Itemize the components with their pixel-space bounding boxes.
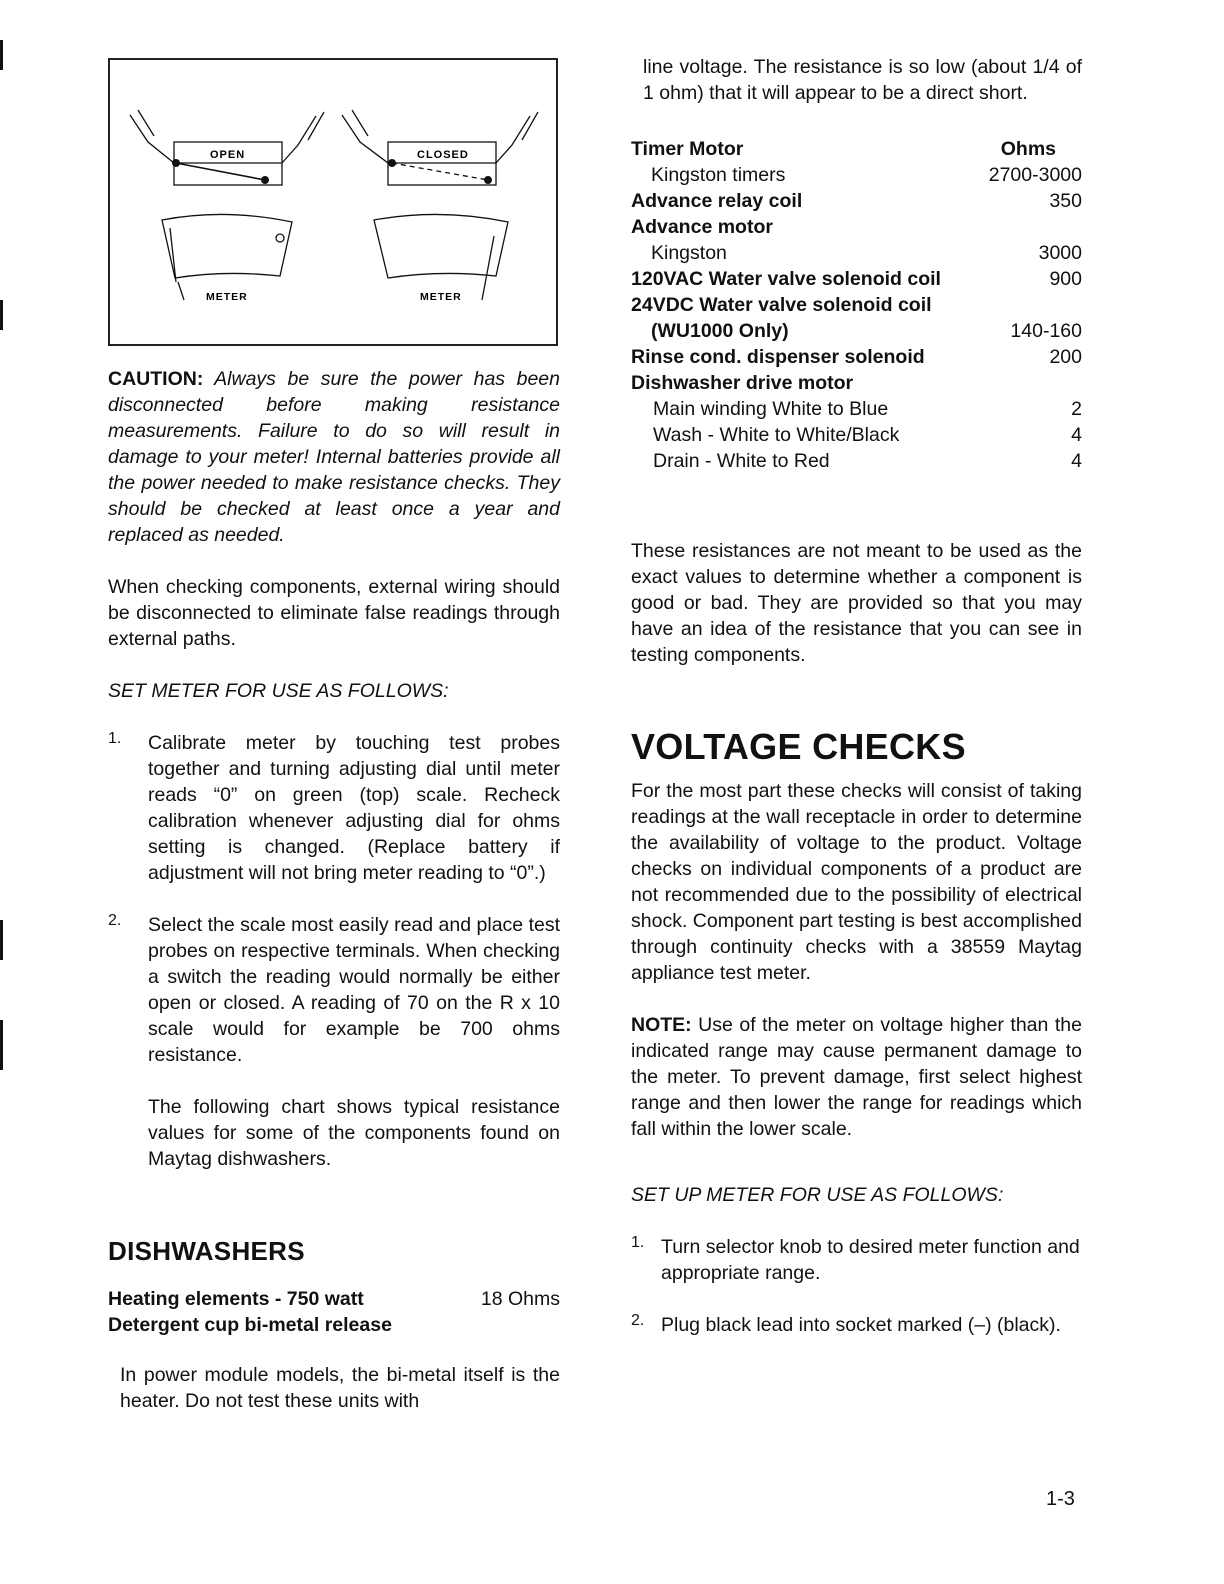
open-label: OPEN [210,149,246,161]
scan-edge-mark [0,1020,3,1070]
meter-switch-figure [108,58,558,346]
heating-label: Heating elements - 750 watt [108,1288,364,1310]
table-row: Main winding White to Blue 2 [653,398,1082,420]
resistance-table [631,136,1082,474]
voltage-checks-heading: VOLTAGE CHECKS [631,726,966,767]
left-column [108,58,560,1414]
step-number: 2. [108,912,122,929]
dishwashers-heading: DISHWASHERS [108,1236,305,1266]
external-wiring-paragraph: When checking components, external wiring should be disconnected to eliminate false readings through external paths. [108,576,560,650]
meter-label-left: METER [206,291,248,303]
continued-paragraph: line voltage. The resistance is so low (about 1/4 of 1 ohm) that it will appear to be a direct short. [643,56,1082,104]
closed-label: CLOSED [417,149,469,161]
resistances-note: These resistances are not meant to be used as the exact values to determine whether a component is good or bad. They are provided so that you may have an idea of the resistance that you can see in testing components. [631,540,1082,666]
step-text: Plug black lead into socket marked (–) (black). [661,1314,1061,1336]
voltage-paragraph: For the most part these checks will consist of taking readings at the wall receptacle in order to determine the availability of voltage to the product. Voltage checks on individual components of a product are not recommended due to the possibility of electrical shock. Component part testing is best accomplished through continuity checks with a 38559 Maytag appliance test meter. [631,780,1082,984]
detergent-label: Detergent cup bi-metal release [108,1314,392,1336]
list-item [631,1312,1082,1338]
list-item [108,912,560,1172]
table-row: Rinse cond. dispenser solenoid 200 [631,346,1082,368]
detergent-cup-row [108,1312,560,1338]
caution-text: Always be sure the power has been disconnected before making resistance measurements. Failure to do so will result in damage to your meter! Internal batteries provide all the power needed to make resistance checks. They should be checked at least once a year and replaced as needed. [108,368,560,546]
step-text: Select the scale most easily read and place test probes on respective terminals. When checking a switch the reading would normally be either open or closed. A reading of 70 on the R x 10 scale would for example be 700 ohms resistance. [148,914,560,1066]
set-up-meter-heading: SET UP METER FOR USE AS FOLLOWS: [631,1184,1004,1206]
table-row: 24VDC Water valve solenoid coil [631,294,932,316]
step-text: Calibrate meter by touching test probes together and turning adjusting dial until meter reads “0” on green (top) scale. Recheck calibration whenever adjusting dial for ohms setting is changed. (Replace battery if adjustment will not bring meter reading to “0”.) [148,732,560,884]
chart-note: The following chart shows typical resistance values for some of the components found on Maytag dishwashers. [148,1096,560,1170]
step-number: 1. [108,730,122,747]
note-label: NOTE: [631,1014,692,1036]
table-row: Advance motor [631,216,773,238]
power-module-paragraph: In power module models, the bi-metal itself is the heater. Do not test these units with [120,1364,560,1412]
caution-label: CAUTION: [108,368,204,390]
table-row: Wash - White to White/Black 4 [653,424,1082,446]
right-column [631,54,1082,1338]
meter-switch-diagram [110,60,556,344]
list-item [631,1234,1082,1286]
caution-paragraph [108,366,560,548]
table-row: Drain - White to Red 4 [653,450,1082,472]
step-number: 1. [631,1234,645,1251]
page-number: 1-3 [1046,1488,1075,1510]
table-header-value: Ohms [1000,138,1056,160]
step-text: Turn selector knob to desired meter function and appropriate range. [661,1236,1080,1284]
table-row: Dishwasher drive motor [631,372,854,394]
table-row: Kingston timers 2700-3000 [651,164,1082,186]
table-row: (WU1000 Only) 140-160 [651,320,1082,342]
step-number: 2. [631,1312,645,1329]
meter-steps-list [108,730,560,1172]
meter-label-right: METER [420,291,462,303]
table-header-label: Timer Motor [631,138,744,160]
table-row: 120VAC Water valve solenoid coil 900 [631,268,1082,290]
scan-edge-mark [0,40,3,70]
heating-elements-row [108,1286,560,1312]
note-text: Use of the meter on voltage higher than the indicated range may cause permanent damage to the meter. To prevent damage, first select highest range and then lower the range for readings which fall within the lower scale. [631,1014,1082,1140]
heating-value: 18 Ohms [480,1288,560,1310]
table-row: Kingston 3000 [651,242,1082,264]
note-paragraph [631,1012,1082,1142]
list-item [108,730,560,886]
scan-edge-mark [0,920,3,960]
table-row: Advance relay coil 350 [631,190,1082,212]
set-meter-heading: SET METER FOR USE AS FOLLOWS: [108,680,449,702]
scan-edge-mark [0,300,3,330]
voltage-steps-list [631,1234,1082,1338]
table-header [631,136,1082,162]
